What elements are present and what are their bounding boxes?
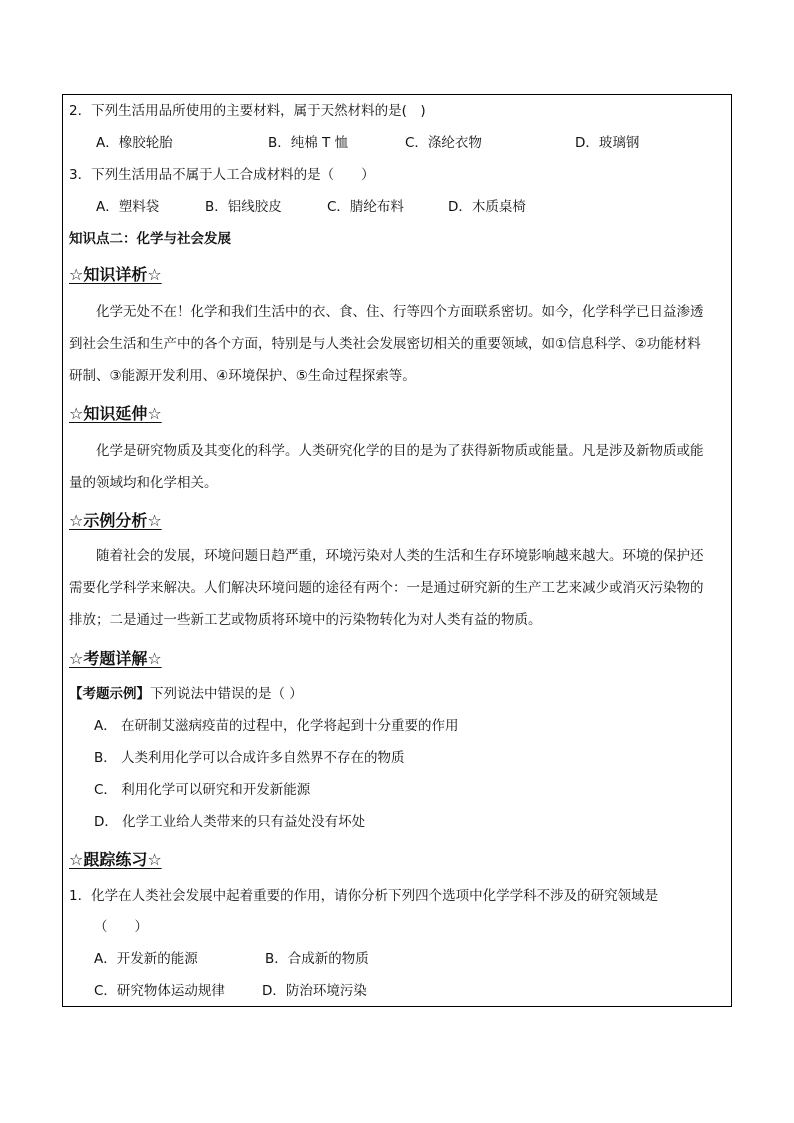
example-line-1: 随着社会的发展，环境问题日趋严重，环境污染对人类的生活和生存环境影响越来越大。环境的保护还 bbox=[96, 548, 704, 564]
q3-stem: 3．下列生活用品不属于人工合成材料的是（ ） bbox=[69, 167, 375, 183]
exam-option-c: C． 利用化学可以研究和开发新能源 bbox=[94, 782, 311, 798]
practice-q1-paren: （ ） bbox=[94, 919, 148, 935]
section-heading-practice: ☆跟踪练习☆ bbox=[69, 850, 162, 869]
example-line-3: 排放；二是通过一些新工艺或物质将环境中的污染物转化为对人类有益的物质。 bbox=[69, 612, 542, 628]
detail-line-3: 研制、③能源开发利用、④环境保护、⑤生命过程探索等。 bbox=[69, 368, 416, 384]
practice-option-c: C．研究物体运动规律 bbox=[94, 983, 225, 999]
practice-option-d: D．防治环境污染 bbox=[262, 983, 367, 999]
q2-option-b: B．纯棉 T 恤 bbox=[268, 135, 349, 151]
exam-stem: 下列说法中错误的是（ ） bbox=[150, 686, 303, 702]
practice-option-a: A．开发新的能源 bbox=[94, 951, 198, 967]
extend-line-2: 量的领域均和化学相关。 bbox=[69, 475, 218, 491]
knowledge-point-title: 知识点二：化学与社会发展 bbox=[69, 231, 231, 247]
q3-option-c: C．腈纶布料 bbox=[327, 199, 404, 215]
q3-option-b: B．铝线胶皮 bbox=[205, 199, 282, 215]
q2-stem: 2．下列生活用品所使用的主要材料，属于天然材料的是( ) bbox=[69, 103, 426, 119]
section-heading-extend: ☆知识延伸☆ bbox=[69, 404, 162, 423]
exam-option-d: D． 化学工业给人类带来的只有益处没有坏处 bbox=[94, 814, 366, 830]
q3-option-a: A．塑料袋 bbox=[96, 199, 160, 215]
exam-tag: 【考题示例】 bbox=[69, 686, 150, 702]
exam-option-b: B． 人类利用化学可以合成许多自然界不存在的物质 bbox=[94, 750, 405, 766]
section-heading-exam: ☆考题详解☆ bbox=[69, 649, 162, 668]
section-heading-example: ☆示例分析☆ bbox=[69, 511, 162, 530]
example-line-2: 需要化学科学来解决。人们解决环境问题的途径有两个：一是通过研究新的生产工艺来减少或消灭污染物的 bbox=[69, 580, 704, 596]
practice-option-b: B．合成新的物质 bbox=[265, 951, 369, 967]
q2-option-d: D．玻璃钢 bbox=[575, 135, 640, 151]
practice-q1-stem: 1．化学在人类社会发展中起着重要的作用，请你分析下列四个选项中化学学科不涉及的研究领域是 bbox=[69, 888, 659, 904]
detail-line-1: 化学无处不在！化学和我们生活中的衣、食、住、行等四个方面联系密切。如今，化学科学已日益渗透 bbox=[96, 304, 704, 320]
exam-option-a: A． 在研制艾滋病疫苗的过程中，化学将起到十分重要的作用 bbox=[94, 718, 459, 734]
exam-question bbox=[69, 684, 303, 704]
section-heading-detail: ☆知识详析☆ bbox=[69, 265, 162, 284]
q2-option-c: C．涤纶衣物 bbox=[405, 135, 482, 151]
extend-line-1: 化学是研究物质及其变化的科学。人类研究化学的目的是为了获得新物质或能量。凡是涉及新物质或能 bbox=[96, 443, 704, 459]
q2-option-a: A．橡胶轮胎 bbox=[96, 135, 173, 151]
q3-option-d: D．木质桌椅 bbox=[448, 199, 526, 215]
detail-line-2: 到社会生活和生产中的各个方面，特别是与人类社会发展密切相关的重要领域，如①信息科学、②功能材料 bbox=[69, 336, 701, 352]
